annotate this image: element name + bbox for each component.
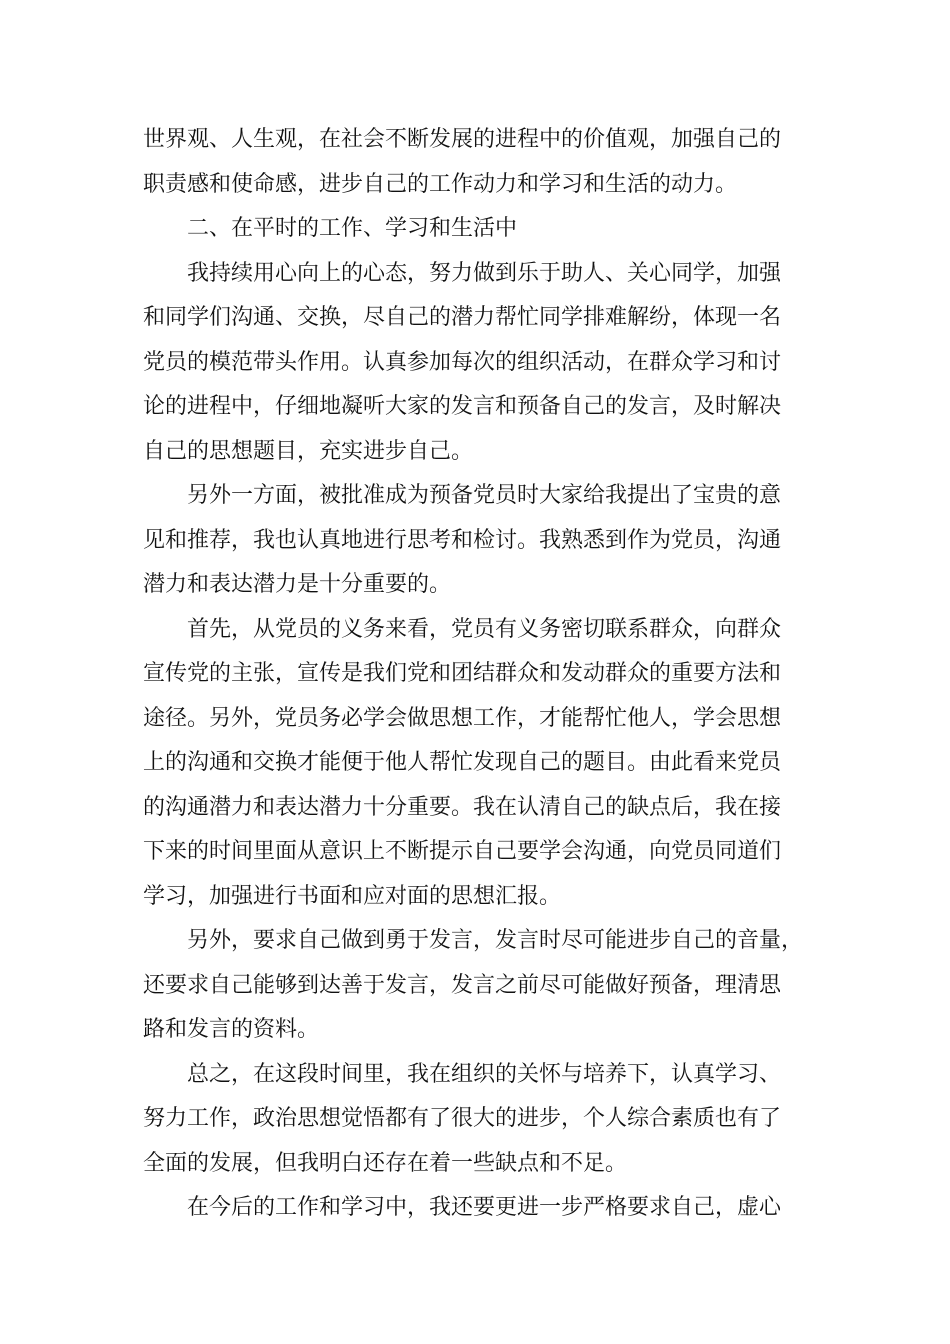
text-line: 的沟通潜力和表达潜力十分重要。我在认清自己的缺点后，我在接 xyxy=(143,794,782,820)
text-line: 二、在平时的工作、学习和生活中 xyxy=(187,216,518,241)
text-line: 另外，要求自己做到勇于发言，发言时尽可能进步自己的音量， xyxy=(187,928,804,953)
text-line: 在今后的工作和学习中，我还要更进一步严格要求自己，虚心 xyxy=(187,1195,782,1220)
text-line: 总之，在这段时间里，我在组织的关怀与培养下，认真学习、 xyxy=(187,1061,782,1087)
text-line: 还要求自己能够到达善于发言，发言之前尽可能做好预备，理清思 xyxy=(143,972,782,998)
text-line: 论的进程中，仔细地凝听大家的发言和预备自己的发言，及时解决 xyxy=(143,394,782,419)
text-line: 路和发言的资料。 xyxy=(143,1017,320,1042)
text-line: 另外一方面，被批准成为预备党员时大家给我提出了宝贵的意 xyxy=(187,483,782,508)
text-line: 见和推荐，我也认真地进行思考和检讨。我熟悉到作为党员，沟通 xyxy=(143,527,782,553)
text-line: 学习，加强进行书面和应对面的思想汇报。 xyxy=(143,883,562,909)
text-line: 党员的模范带头作用。认真参加每次的组织活动，在群众学习和讨 xyxy=(143,349,782,375)
text-line: 全面的发展，但我明白还存在着一些缺点和不足。 xyxy=(143,1150,628,1176)
document-body xyxy=(143,118,808,1231)
text-line: 首先，从党员的义务来看，党员有义务密切联系群众，向群众 xyxy=(187,616,782,642)
text-line: 努力工作，政治思想觉悟都有了很大的进步，个人综合素质也有了 xyxy=(143,1106,782,1131)
text-line: 下来的时间里面从意识上不断提示自己要学会沟通，向党员同道们 xyxy=(143,839,782,864)
text-line: 上的沟通和交换才能便于他人帮忙发现自己的题目。由此看来党员 xyxy=(143,750,782,775)
text-line: 途径。另外，党员务必学会做思想工作，才能帮忙他人，学会思想 xyxy=(143,705,782,731)
text-line: 和同学们沟通、交换，尽自己的潜力帮忙同学排难解纷，体现一名 xyxy=(143,305,782,330)
text-line: 世界观、人生观，在社会不断发展的进程中的价值观，加强自己的 xyxy=(143,127,782,152)
text-line: 自己的思想题目，充实进步自己。 xyxy=(143,438,474,464)
text-line: 宣传党的主张，宣传是我们党和团结群众和发动群众的重要方法和 xyxy=(143,661,782,686)
text-line: 职责感和使命感，进步自己的工作动力和学习和生活的动力。 xyxy=(143,171,738,197)
text-line: 潜力和表达潜力是十分重要的。 xyxy=(143,572,452,597)
text-line: 我持续用心向上的心态，努力做到乐于助人、关心同学，加强 xyxy=(187,260,782,286)
